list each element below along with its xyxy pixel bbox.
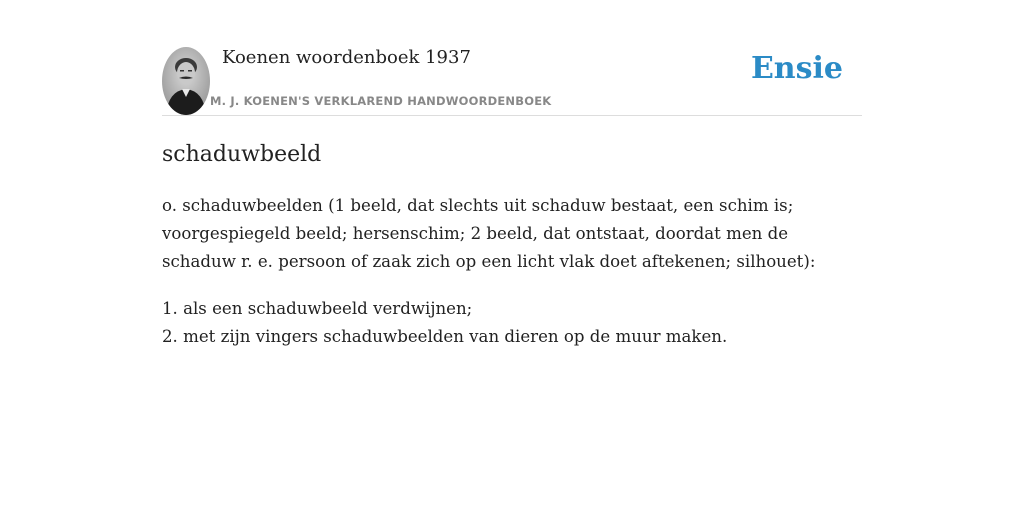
example-item: 2. met zijn vingers schaduwbeelden van dieren op de muur maken. [162, 327, 728, 346]
ensie-logo-link[interactable]: Ensie [750, 51, 843, 86]
dictionary-header [162, 0, 862, 116]
book-subtitle: M. J. KOENEN'S VERKLAREND HANDWOORDENBOEK [210, 94, 552, 108]
entry-examples [162, 295, 862, 351]
book-title: Koenen woordenboek 1937 [222, 47, 471, 68]
entry-definition: o. schaduwbeelden (1 beeld, dat slechts uit schaduw bestaat, een schim is; voorgespiegeld beeld; hersenschim; 2 beeld, dat ontstaat, doordat men de schaduw r. e. persoon of zaak zich op een licht vlak doet aftekenen; silhouet): [162, 196, 816, 271]
example-item: 1. als een schaduwbeeld verdwijnen; [162, 299, 473, 318]
page-container [162, 0, 862, 346]
entry-headword: schaduwbeeld [162, 142, 322, 167]
author-portrait-icon [162, 47, 210, 115]
